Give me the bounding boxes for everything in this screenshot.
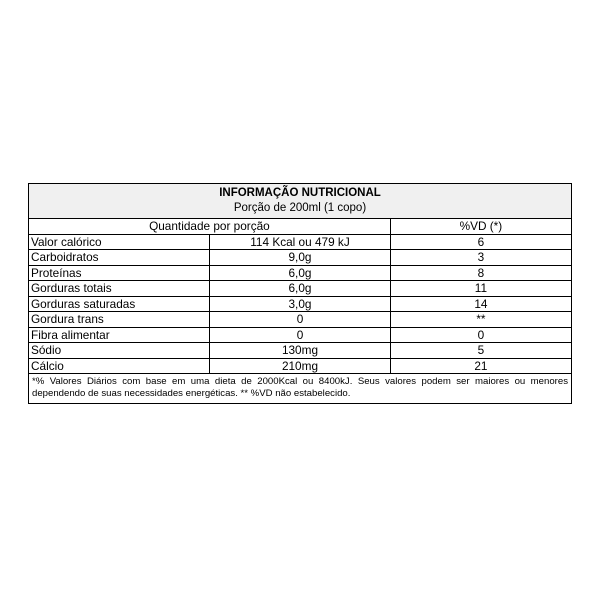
nutrient-name: Proteínas [29, 265, 210, 281]
nutrient-dv: 8 [390, 265, 571, 281]
nutrient-name: Cálcio [29, 358, 210, 374]
nutrient-amount: 6,0g [210, 281, 391, 297]
table-row [29, 343, 571, 359]
nutrition-facts-table [28, 183, 572, 404]
nutrient-dv: 5 [390, 343, 571, 359]
nutrient-dv: 14 [390, 296, 571, 312]
nutrient-amount: 210mg [210, 358, 391, 374]
nutrient-amount: 0 [210, 327, 391, 343]
table-row [29, 296, 571, 312]
nutrient-name: Gorduras saturadas [29, 296, 210, 312]
table-row [29, 281, 571, 297]
nutrient-grid [29, 219, 571, 374]
nutrient-name: Sódio [29, 343, 210, 359]
nutrient-amount: 3,0g [210, 296, 391, 312]
nutrient-dv: 21 [390, 358, 571, 374]
nutrient-amount: 6,0g [210, 265, 391, 281]
footnote: *% Valores Diários com base em uma dieta de 2000Kcal ou 8400kJ. Seus valores podem ser maiores ou menores dependendo de suas necessidades energéticas. ** %VD não estabelecido. [32, 376, 568, 399]
nutrient-name: Gordura trans [29, 312, 210, 328]
table-title: INFORMAÇÃO NUTRICIONAL [219, 187, 381, 199]
nutrient-amount: 0 [210, 312, 391, 328]
table-row [29, 265, 571, 281]
table-row [29, 234, 571, 250]
table-row [29, 250, 571, 266]
nutrient-dv: 0 [390, 327, 571, 343]
dv-column-header: %VD (*) [390, 219, 571, 234]
table-row [29, 312, 571, 328]
quantity-column-header: Quantidade por porção [29, 219, 390, 234]
table-header [29, 184, 571, 219]
table-row [29, 358, 571, 374]
nutrient-name: Valor calórico [29, 234, 210, 250]
table-row [29, 327, 571, 343]
nutrient-amount: 9,0g [210, 250, 391, 266]
nutrient-name: Fibra alimentar [29, 327, 210, 343]
nutrient-dv: ** [390, 312, 571, 328]
nutrient-amount: 130mg [210, 343, 391, 359]
nutrient-dv: 3 [390, 250, 571, 266]
nutrient-name: Gorduras totais [29, 281, 210, 297]
nutrient-name: Carboidratos [29, 250, 210, 266]
column-header-row [29, 219, 571, 234]
nutrient-dv: 11 [390, 281, 571, 297]
portion-size: Porção de 200ml (1 copo) [233, 202, 367, 214]
nutrient-dv: 6 [390, 234, 571, 250]
nutrient-amount: 114 Kcal ou 479 kJ [210, 234, 391, 250]
